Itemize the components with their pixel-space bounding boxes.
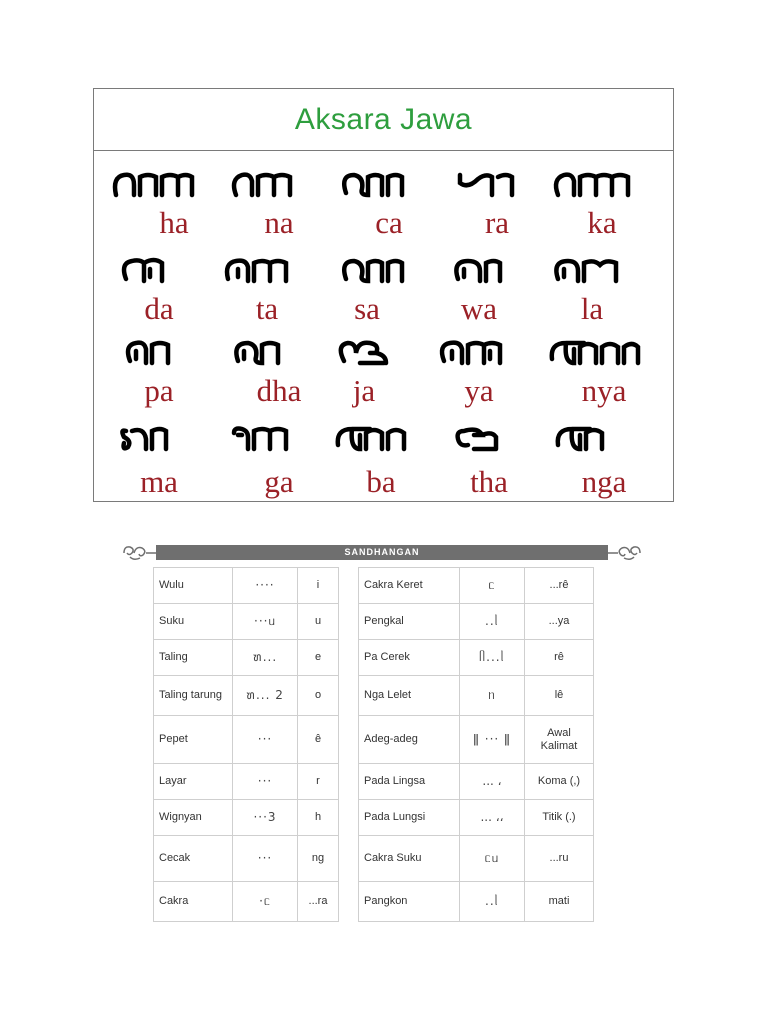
sandhangan-value: ê bbox=[298, 716, 339, 764]
sandhangan-symbol: ·ᥴ bbox=[233, 882, 298, 922]
glyph-row-2 bbox=[94, 249, 673, 289]
sandhangan-name: Pada Lingsa bbox=[359, 764, 460, 800]
sandhangan-value: ...ra bbox=[298, 882, 339, 922]
latin-ma: ma bbox=[140, 464, 178, 499]
sandhangan-value: ng bbox=[298, 836, 339, 882]
sandhangan-name: Cakra Keret bbox=[359, 568, 460, 604]
latin-ta: ta bbox=[255, 291, 279, 326]
latin-ba: ba bbox=[366, 464, 396, 499]
sandhangan-banner bbox=[120, 543, 644, 565]
sandhangan-symbol: ǁ ··· ǁ bbox=[460, 716, 525, 764]
glyph-ma bbox=[99, 417, 209, 457]
latin-ha: ha bbox=[159, 205, 189, 240]
sandhangan-value: u bbox=[298, 604, 339, 640]
glyph-da bbox=[99, 249, 209, 289]
latin-row-3 bbox=[94, 371, 673, 411]
latin-dha: dha bbox=[256, 373, 302, 408]
ornament-right-icon bbox=[604, 543, 644, 563]
latin-da: da bbox=[144, 291, 174, 326]
latin-ja: ja bbox=[352, 373, 376, 408]
latin-ga: ga bbox=[264, 464, 294, 499]
table-row bbox=[359, 800, 594, 836]
sandhangan-name: Pada Lungsi bbox=[359, 800, 460, 836]
table-row bbox=[154, 836, 339, 882]
sandhangan-table-left bbox=[153, 567, 339, 922]
latin-na: na bbox=[264, 205, 294, 240]
sandhangan-name: Adeg-adeg bbox=[359, 716, 460, 764]
sandhangan-table-right bbox=[358, 567, 594, 922]
latin-ya: ya bbox=[464, 373, 494, 408]
table-row bbox=[359, 764, 594, 800]
sandhangan-value: r bbox=[298, 764, 339, 800]
glyph-row-1 bbox=[94, 163, 673, 203]
table-row bbox=[359, 604, 594, 640]
sandhangan-value: ...ru bbox=[525, 836, 594, 882]
table-row bbox=[154, 676, 339, 716]
sandhangan-symbol: ᥥ...ᥣ bbox=[460, 640, 525, 676]
sandhangan-name: Wulu bbox=[154, 568, 233, 604]
latin-wa: wa bbox=[460, 291, 498, 326]
sandhangan-name: Suku bbox=[154, 604, 233, 640]
sandhangan-value: Titik (.) bbox=[525, 800, 594, 836]
sandhangan-title: SANDHANGAN bbox=[344, 547, 420, 557]
sandhangan-value: i bbox=[298, 568, 339, 604]
sandhangan-symbol: ··· bbox=[233, 836, 298, 882]
sandhangan-symbol: ..ᥣ bbox=[460, 882, 525, 922]
glyph-row-3 bbox=[94, 331, 673, 371]
latin-ca: ca bbox=[375, 205, 403, 240]
sandhangan-name: Layar bbox=[154, 764, 233, 800]
sandhangan-value: ...ya bbox=[525, 604, 594, 640]
sandhangan-symbol: ..ᥣ bbox=[460, 604, 525, 640]
sandhangan-name: Cakra Suku bbox=[359, 836, 460, 882]
glyph-ba bbox=[319, 417, 429, 457]
sandhangan-name: Cecak bbox=[154, 836, 233, 882]
sandhangan-symbol: ຑ... 2 bbox=[233, 676, 298, 716]
table-row bbox=[154, 716, 339, 764]
latin-row-4 bbox=[94, 462, 673, 502]
sandhangan-name: Pangkon bbox=[359, 882, 460, 922]
glyph-ya bbox=[429, 331, 539, 371]
sandhangan-symbol: ᥒ bbox=[460, 676, 525, 716]
table-row bbox=[154, 800, 339, 836]
latin-pa: pa bbox=[144, 373, 174, 408]
latin-la: la bbox=[580, 291, 604, 326]
sandhangan-value: rê bbox=[525, 640, 594, 676]
table-row bbox=[154, 568, 339, 604]
sandhangan-symbol: ᥴᥙ bbox=[460, 836, 525, 882]
glyph-dha bbox=[209, 331, 319, 371]
glyph-row-4 bbox=[94, 417, 673, 457]
sandhangan-value: Awal Kalimat bbox=[525, 716, 594, 764]
glyph-nga bbox=[539, 417, 649, 457]
sandhangan-symbol: ···ᥙ bbox=[233, 604, 298, 640]
table-row bbox=[359, 882, 594, 922]
table-row bbox=[154, 882, 339, 922]
glyph-ra bbox=[429, 163, 539, 203]
latin-ra: ra bbox=[484, 205, 510, 240]
sandhangan-value: mati bbox=[525, 882, 594, 922]
table-row bbox=[154, 640, 339, 676]
latin-tha: tha bbox=[470, 464, 508, 499]
table-row bbox=[359, 676, 594, 716]
sandhangan-name: Nga Lelet bbox=[359, 676, 460, 716]
sandhangan-name: Pa Cerek bbox=[359, 640, 460, 676]
latin-row-2 bbox=[94, 289, 673, 329]
sandhangan-value: h bbox=[298, 800, 339, 836]
sandhangan-name: Wignyan bbox=[154, 800, 233, 836]
sandhangan-symbol: ᥴ bbox=[460, 568, 525, 604]
latin-nya: nya bbox=[581, 373, 627, 408]
table-row bbox=[359, 836, 594, 882]
glyph-ja bbox=[319, 331, 429, 371]
sandhangan-name: Taling tarung bbox=[154, 676, 233, 716]
sandhangan-value: o bbox=[298, 676, 339, 716]
glyph-sa bbox=[319, 249, 429, 289]
glyph-nya bbox=[539, 331, 649, 371]
sandhangan-name: Pepet bbox=[154, 716, 233, 764]
latin-row-1 bbox=[94, 203, 673, 243]
sandhangan-symbol: ···3 bbox=[233, 800, 298, 836]
sandhangan-value: Koma (,) bbox=[525, 764, 594, 800]
latin-ka: ka bbox=[587, 205, 617, 240]
glyph-la bbox=[539, 249, 649, 289]
sandhangan-symbol: ··· bbox=[233, 716, 298, 764]
sandhangan-name: Taling bbox=[154, 640, 233, 676]
sandhangan-value: e bbox=[298, 640, 339, 676]
glyph-wa bbox=[429, 249, 539, 289]
table-row bbox=[359, 568, 594, 604]
glyph-pa bbox=[99, 331, 209, 371]
table-row bbox=[359, 716, 594, 764]
sandhangan-name: Cakra bbox=[154, 882, 233, 922]
glyph-ha bbox=[99, 163, 209, 203]
glyph-na bbox=[209, 163, 319, 203]
panel-header bbox=[94, 89, 673, 151]
table-row bbox=[154, 764, 339, 800]
sandhangan-symbol: ···· bbox=[233, 568, 298, 604]
table-row bbox=[154, 604, 339, 640]
sandhangan-symbol: ··· bbox=[233, 764, 298, 800]
glyph-ga bbox=[209, 417, 319, 457]
sandhangan-symbol: ... ،، bbox=[460, 800, 525, 836]
aksara-jawa-panel bbox=[93, 88, 674, 502]
sandhangan-symbol: ... ، bbox=[460, 764, 525, 800]
page-title: Aksara Jawa bbox=[294, 102, 473, 136]
glyph-ta bbox=[209, 249, 319, 289]
glyph-ca bbox=[319, 163, 429, 203]
glyph-tha bbox=[429, 417, 539, 457]
table-row bbox=[359, 640, 594, 676]
glyph-ka bbox=[539, 163, 649, 203]
sandhangan-value: lê bbox=[525, 676, 594, 716]
latin-nga: nga bbox=[581, 464, 627, 499]
latin-sa: sa bbox=[354, 291, 380, 326]
sandhangan-value: ...rê bbox=[525, 568, 594, 604]
sandhangan-name: Pengkal bbox=[359, 604, 460, 640]
sandhangan-symbol: ຑ... bbox=[233, 640, 298, 676]
